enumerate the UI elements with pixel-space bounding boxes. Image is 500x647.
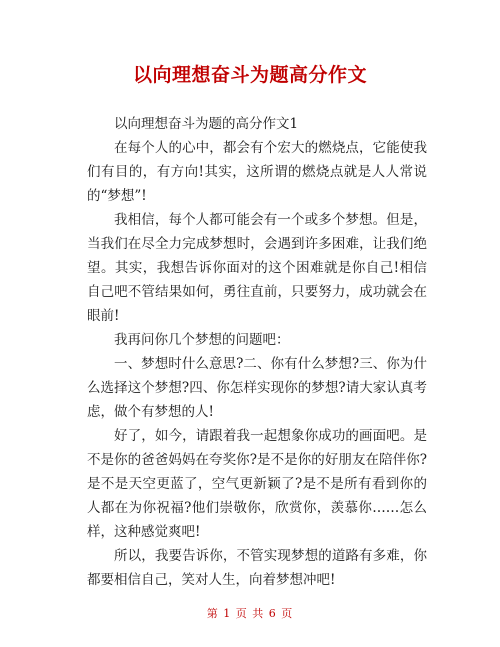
document-body — [87, 112, 427, 592]
paragraph: 我再问你几个梦想的问题吧： — [114, 332, 290, 348]
paragraph: 好了，如今，请跟着我一起想象你成功的画面吧。是不是你的爸爸妈妈在夸奖你?是不是你的好朋友在陪伴你?是不是天空更蓝了，空气更新颖了?是不是所有看到你的人都在为你祝福?他们崇敬你，欣赏你，羡慕你……怎么样，这种感觉爽吧! — [87, 428, 427, 540]
paragraph: 我相信，每个人都可能会有一个或多个梦想。但是，当我们在尽全力完成梦想时，会遇到许多困难，让我们绝望。其实，我想告诉你面对的这个困难就是你自己!相信自己吧不管结果如何，勇往直前，只要努力，成功就会在眼前! — [87, 212, 427, 324]
essay-subtitle: 以向理想奋斗为题的高分作文1 — [114, 116, 299, 132]
page-footer: 第 1 页 共 6 页 — [206, 607, 294, 620]
paragraph: 所以，我要告诉你，不管实现梦想的道路有多难，你都要相信自己，笑对人生，向着梦想冲吧! — [87, 548, 427, 588]
paragraph: 在每个人的心中，都会有个宏大的燃烧点，它能使我们有目的，有方向!其实，这所谓的燃烧点就是人人常说的“梦想”! — [87, 140, 427, 204]
document-title: 以向理想奋斗为题高分作文 — [132, 64, 367, 86]
paragraph: 一、梦想时什么意思?二、你有什么梦想?三、你为什么选择这个梦想?四、你怎样实现你的梦想?请大家认真考虑，做个有梦想的人! — [87, 356, 427, 420]
